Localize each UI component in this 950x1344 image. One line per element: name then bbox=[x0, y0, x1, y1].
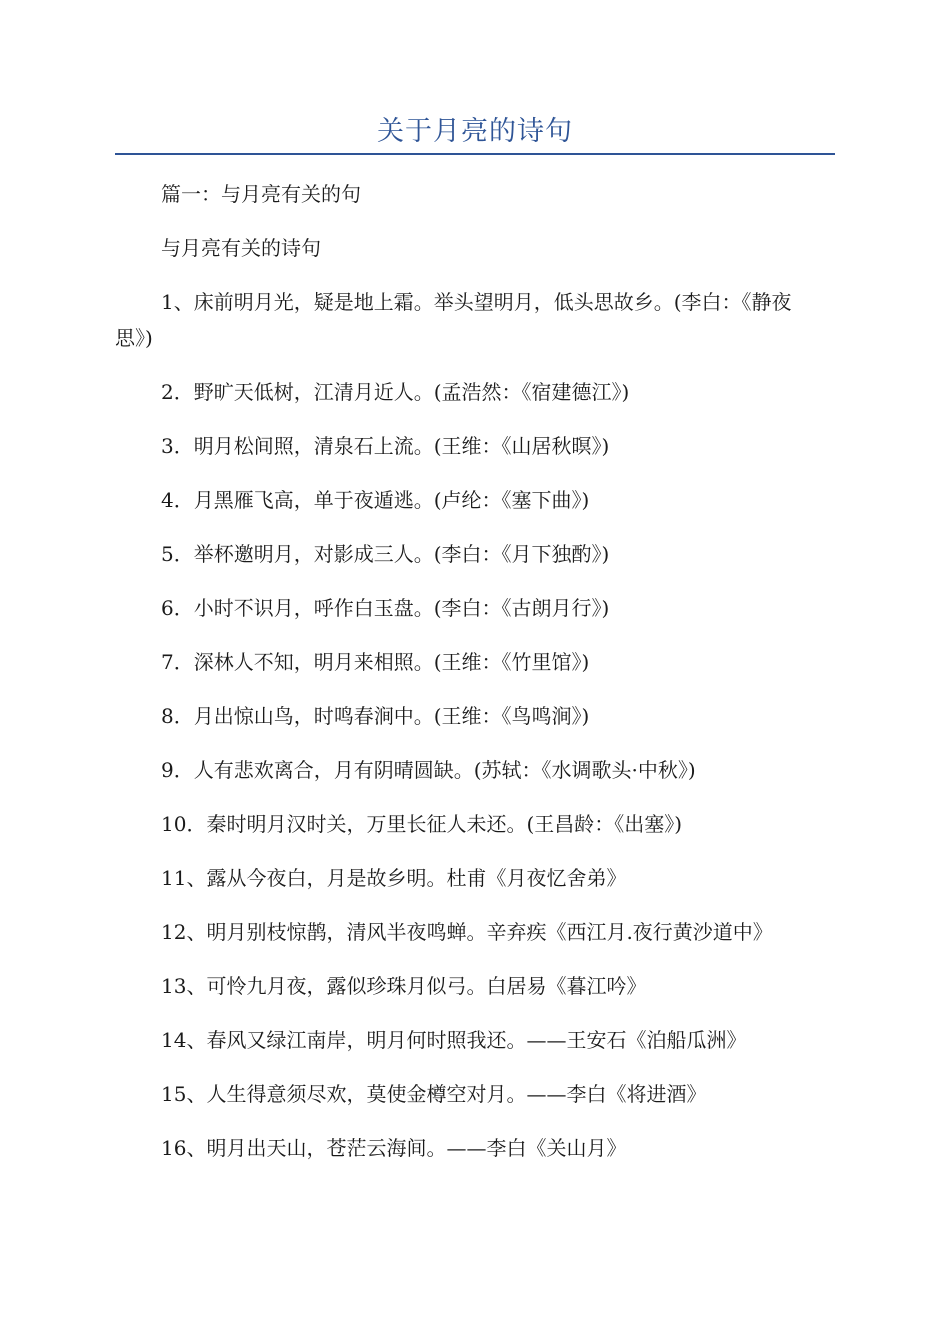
poem-line-16: 16、明月出天山，苍茫云海间。——李白《关山月》 bbox=[161, 1136, 627, 1160]
page-title: 关于月亮的诗句 bbox=[377, 116, 573, 147]
document-body bbox=[115, 176, 805, 1184]
poem-line-11: 11、露从今夜白，月是故乡明。杜甫《月夜忆舍弟》 bbox=[161, 866, 627, 890]
poem-line-7: 7．深林人不知，明月来相照。(王维：《竹里馆》) bbox=[161, 650, 590, 674]
section-heading: 篇一：与月亮有关的句 bbox=[161, 182, 361, 206]
poem-line-2: 2．野旷天低树，江清月近人。(孟浩然：《宿建德江》) bbox=[161, 380, 630, 404]
title-underline bbox=[115, 153, 835, 155]
poem-line-1: 1、床前明月光，疑是地上霜。举头望明月，低头思故乡。(李白：《静夜思》) bbox=[115, 290, 792, 350]
subheading: 与月亮有关的诗句 bbox=[161, 236, 321, 260]
poem-line-15: 15、人生得意须尽欢，莫使金樽空对月。——李白《将进酒》 bbox=[161, 1082, 707, 1106]
poem-line-14: 14、春风又绿江南岸，明月何时照我还。——王安石《泊船瓜洲》 bbox=[161, 1028, 747, 1052]
poem-line-4: 4．月黑雁飞高，单于夜遁逃。(卢纶：《塞下曲》) bbox=[161, 488, 590, 512]
poem-line-3: 3．明月松间照，清泉石上流。(王维：《山居秋暝》) bbox=[161, 434, 610, 458]
poem-line-8: 8．月出惊山鸟，时鸣春涧中。(王维：《鸟鸣涧》) bbox=[161, 704, 590, 728]
poem-line-6: 6．小时不识月，呼作白玉盘。(李白：《古朗月行》) bbox=[161, 596, 610, 620]
poem-line-10: 10．秦时明月汉时关，万里长征人未还。(王昌龄：《出塞》) bbox=[161, 812, 683, 836]
poem-line-9: 9．人有悲欢离合，月有阴晴圆缺。(苏轼：《水调歌头·中秋》) bbox=[161, 758, 696, 782]
poem-line-5: 5．举杯邀明月，对影成三人。(李白：《月下独酌》) bbox=[161, 542, 610, 566]
poem-line-12: 12、明月别枝惊鹊，清风半夜鸣蝉。辛弃疾《西江月.夜行黄沙道中》 bbox=[161, 920, 773, 944]
poem-line-13: 13、可怜九月夜，露似珍珠月似弓。白居易《暮江吟》 bbox=[161, 974, 647, 998]
